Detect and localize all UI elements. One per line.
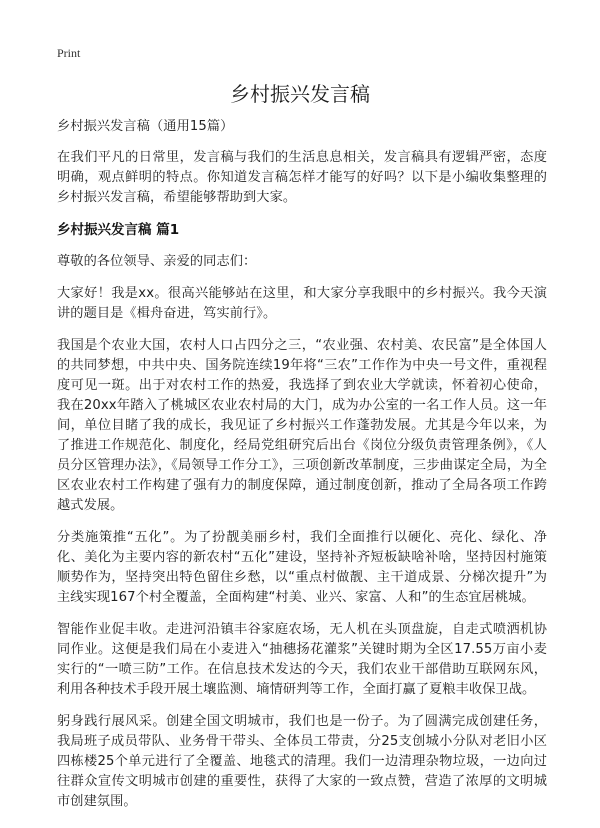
- body-paragraph-5: 躬身践行展风采。创建全国文明城市，我们也是一份子。为了圆满完成创建任务，我局班子成员带队、业务骨干带头、全体员工带责，分25支创城小分队对老旧小区四栋楼25个单元进行了全覆盖、地毯式的清理。我们一边清理杂物垃圾，一边向过往群众宣传文明城市创建的重要性，获得了大家的一致点赞，营造了浓厚的文明城市创建氛围。: [57, 714, 547, 809]
- body-paragraph-2: 我国是个农业大国，农村人口占四分之三，“农业强、农村美、农民富”是全体国人的共同梦想，中共中央、国务院连续19年将“三农”工作作为中央一号文件，重视程度可见一斑。出于对农村工作的热爱，我选择了到农业大学就读，怀着初心使命，我在20xx年踏入了桃城区农业农村局的大门，成为办公室的一名工作人员。这一年间，单位目睹了我的成长，我见证了乡村振兴工作蓬勃发展。尤其是今年以来，为了推进工作规范化、制度化，经局党组研究后出台《岗位分级负责管理条例》，《人员分区管理办法》，《局领导工作分工》，三项创新改革制度，三步曲谋定全局，为全区农业农村工作构建了强有力的制度保障，通过制度创新，推动了全局各项工作跨越式发展。: [57, 338, 547, 513]
- body-paragraph-4: 智能作业促丰收。走进河沿镇丰谷家庭农场，无人机在头顶盘旋，自走式喷洒机协同作业。这便是我们局在小麦进入“抽穗扬花灌浆”关键时期为全区17.55万亩小麦实行的“一喷三防”工作。在信息技术发达的今天，我们农业干部借助互联网东风，利用各种技术手段开展土壤监测、墒情研判等工作，全面打赢了夏粮丰收保卫战。: [57, 622, 547, 697]
- body-paragraph-1: 大家好！我是xx。很高兴能够站在这里，和大家分享我眼中的乡村振兴。我今天演讲的题目是《楫舟奋进，笃实前行》。: [57, 286, 547, 321]
- salutation: 尊敬的各位领导、亲爱的同志们：: [57, 254, 257, 269]
- document-subtitle: 乡村振兴发言稿（通用15篇）: [57, 119, 234, 134]
- print-link[interactable]: Print: [57, 46, 81, 60]
- document-title: 乡村振兴发言稿: [230, 82, 370, 106]
- section-heading: 乡村振兴发言稿 篇1: [57, 222, 180, 238]
- intro-paragraph: 在我们平凡的日常里，发言稿与我们的生活息息相关，发言稿具有逻辑严密，态度明确，观点鲜明的特点。你知道发言稿怎样才能写的好吗？以下是小编收集整理的乡村振兴发言稿，希望能够帮助到大家。: [57, 150, 547, 205]
- document-body: [57, 117, 547, 824]
- body-paragraph-3: 分类施策推“五化”。为了扮靓美丽乡村，我们全面推行以硬化、亮化、绿化、净化、美化为主要内容的新农村“五化”建设，坚持补齐短板缺啥补啥，坚持因村施策顺势作为，坚持突出特色留住乡愁，以“重点村做靓、主干道成景、分梯次提升”为主线实现167个村全覆盖，全面构建“村美、业兴、家富、人和”的生态宜居桃城。: [57, 530, 547, 605]
